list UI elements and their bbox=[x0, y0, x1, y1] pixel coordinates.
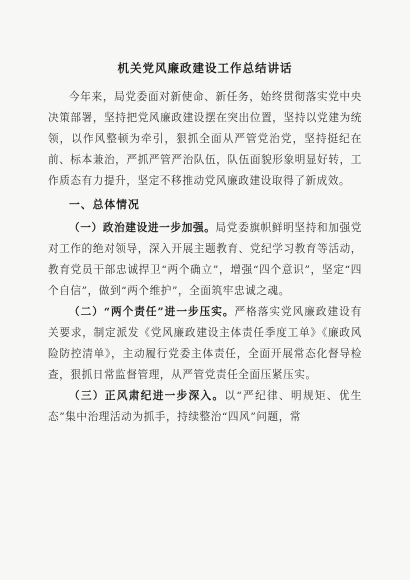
item-heading-2: （二）“两个责任”进一步压实。 bbox=[69, 306, 235, 318]
item-heading-1: （一）政治建设进一步加强。 bbox=[69, 222, 216, 234]
section-heading-overview: 一、总体情况 bbox=[69, 198, 140, 211]
item-paragraph-2 bbox=[48, 302, 362, 386]
intro-paragraph: 今年来，局党委面对新使命、新任务，始终贯彻落实党中央决策部署，坚持把党风廉政建设摆在突出位置，坚持以党建为统领，以作风整顿为牵引，狠抓全面从严管党治党，坚持挺纪在前、标本兼治，严抓严管严治队伍，队伍面貌形象明显好转，工作质态有力提升，坚定不移推动党风廉政建设取得了新成效。 bbox=[48, 91, 362, 187]
item-body-2: 严格落实党风廉政建设有关要求，制定派发《党风廉政建设主体责任季度工单》《廉政风险防控清单》，主动履行党委主体责任，全面开展常态化督导检查，狠抓日常监督管理，从严管党责任全面压紧压实。 bbox=[48, 306, 362, 381]
item-body-3: 以“严纪律、明规矩、优生态”集中治理活动为抓手，持续整治“四风”问题，常 bbox=[48, 390, 362, 423]
item-paragraph-3 bbox=[48, 386, 362, 428]
item-paragraph-1 bbox=[48, 218, 362, 302]
item-body-1: 局党委旗帜鲜明坚持和加强党对工作的绝对领导，深入开展主题教育、党纪学习教育等活动，教育党员干部忠诚捍卫“两个确立”，增强“四个意识”，坚定“四个自信”，做到“两个维护”，全面筑牢忠诚之魂。 bbox=[48, 222, 362, 297]
document-title: 机关党风廉政建设工作总结讲话 bbox=[117, 61, 293, 75]
item-heading-3: （三）正风肃纪进一步深入。 bbox=[69, 390, 225, 402]
